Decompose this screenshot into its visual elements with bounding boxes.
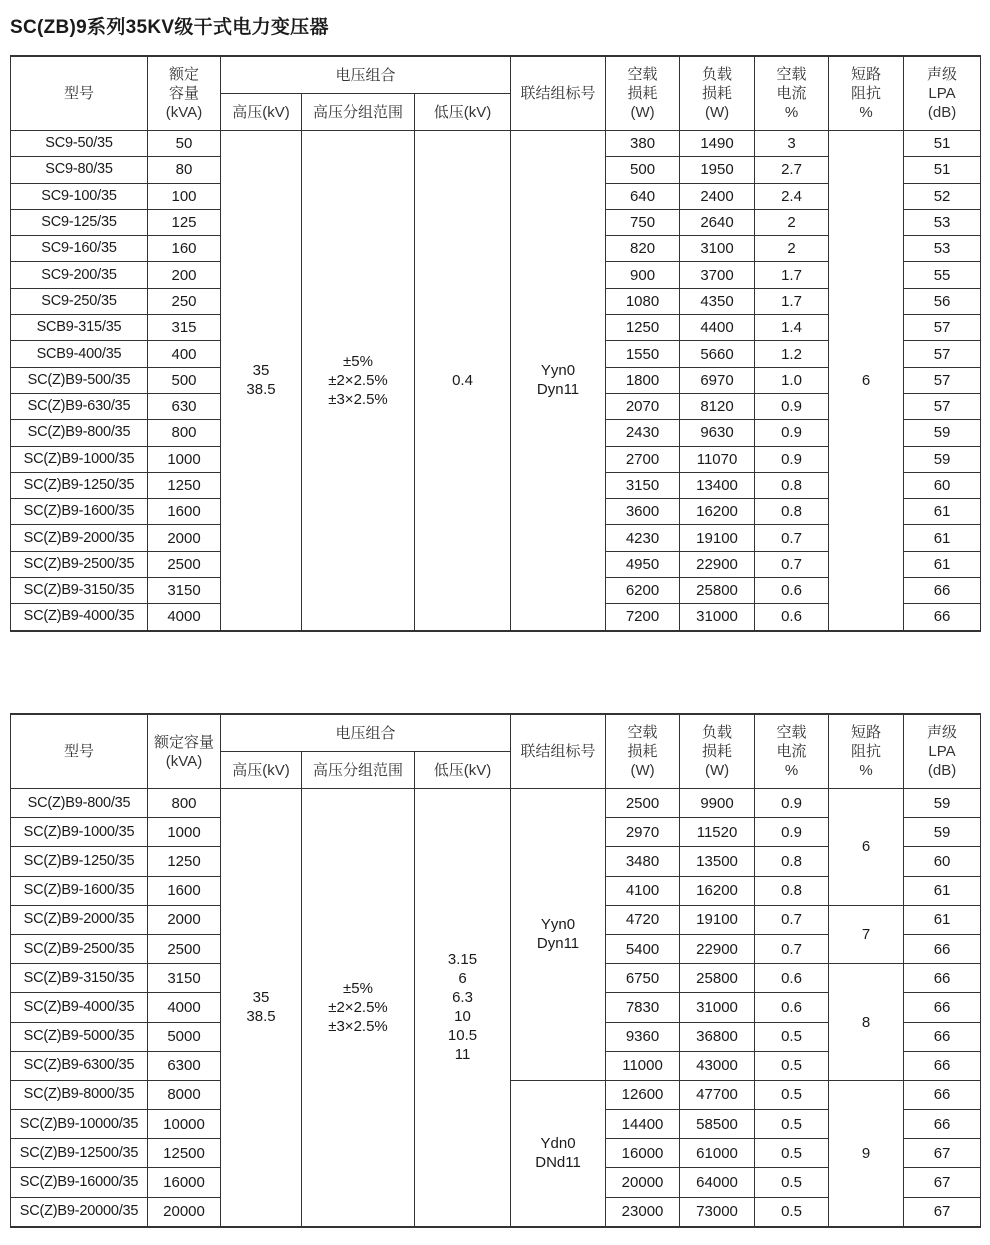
- model-cell: SC(Z)B9-5000/35: [11, 1022, 148, 1051]
- header-voltage-group: 电压组合: [221, 714, 511, 752]
- noise-cell: 67: [904, 1139, 981, 1168]
- no-load-current-cell: 0.7: [755, 551, 829, 577]
- load-loss-cell: 31000: [680, 604, 755, 631]
- no-load-current-cell: 2: [755, 236, 829, 262]
- header-vector-group: 联结组标号: [511, 714, 606, 789]
- noise-cell: 66: [904, 1080, 981, 1109]
- header-hv: 高压(kV): [221, 752, 302, 789]
- model-cell: SC9-100/35: [11, 183, 148, 209]
- capacity-cell: 20000: [148, 1197, 221, 1227]
- load-loss-cell: 11520: [680, 818, 755, 847]
- capacity-cell: 2500: [148, 551, 221, 577]
- model-cell: SC(Z)B9-630/35: [11, 393, 148, 419]
- header-capacity: 额定容量 (kVA): [148, 714, 221, 789]
- no-load-loss-cell: 4950: [606, 551, 680, 577]
- header-noise: 声级 LPA (dB): [904, 714, 981, 789]
- header-hv: 高压(kV): [221, 94, 302, 131]
- load-loss-cell: 25800: [680, 578, 755, 604]
- model-cell: SC(Z)B9-500/35: [11, 367, 148, 393]
- model-cell: SC(Z)B9-2000/35: [11, 525, 148, 551]
- header-impedance: 短路 阻抗 %: [829, 56, 904, 131]
- no-load-current-cell: 0.5: [755, 1197, 829, 1227]
- no-load-loss-cell: 4100: [606, 876, 680, 905]
- header-voltage-group: 电压组合: [221, 56, 511, 94]
- capacity-cell: 800: [148, 420, 221, 446]
- load-loss-cell: 6970: [680, 367, 755, 393]
- capacity-cell: 4000: [148, 604, 221, 631]
- noise-cell: 61: [904, 905, 981, 934]
- no-load-current-cell: 0.8: [755, 472, 829, 498]
- no-load-loss-cell: 3150: [606, 472, 680, 498]
- hv-cell: 35 38.5: [221, 789, 302, 1227]
- load-loss-cell: 58500: [680, 1110, 755, 1139]
- load-loss-cell: 4350: [680, 288, 755, 314]
- load-loss-cell: 19100: [680, 525, 755, 551]
- header-lv: 低压(kV): [415, 752, 511, 789]
- no-load-loss-cell: 6750: [606, 964, 680, 993]
- noise-cell: 53: [904, 236, 981, 262]
- capacity-cell: 500: [148, 367, 221, 393]
- noise-cell: 57: [904, 341, 981, 367]
- load-loss-cell: 3100: [680, 236, 755, 262]
- load-loss-cell: 13400: [680, 472, 755, 498]
- no-load-loss-cell: 7830: [606, 993, 680, 1022]
- noise-cell: 60: [904, 847, 981, 876]
- table-row: [11, 131, 981, 157]
- capacity-cell: 2500: [148, 934, 221, 963]
- model-cell: SC(Z)B9-2000/35: [11, 905, 148, 934]
- load-loss-cell: 5660: [680, 341, 755, 367]
- capacity-cell: 8000: [148, 1080, 221, 1109]
- load-loss-cell: 4400: [680, 315, 755, 341]
- model-cell: SC(Z)B9-4000/35: [11, 604, 148, 631]
- noise-cell: 59: [904, 446, 981, 472]
- model-cell: SC(Z)B9-3150/35: [11, 964, 148, 993]
- capacity-cell: 2000: [148, 905, 221, 934]
- capacity-cell: 12500: [148, 1139, 221, 1168]
- no-load-loss-cell: 23000: [606, 1197, 680, 1227]
- noise-cell: 67: [904, 1197, 981, 1227]
- no-load-current-cell: 0.6: [755, 993, 829, 1022]
- model-cell: SC(Z)B9-1000/35: [11, 446, 148, 472]
- noise-cell: 66: [904, 1022, 981, 1051]
- impedance-cell: 9: [829, 1080, 904, 1226]
- lv-cell: 3.15 6 6.3 10 10.5 11: [415, 789, 511, 1227]
- no-load-current-cell: 0.7: [755, 525, 829, 551]
- model-cell: SC9-80/35: [11, 157, 148, 183]
- no-load-current-cell: 1.7: [755, 288, 829, 314]
- load-loss-cell: 9630: [680, 420, 755, 446]
- no-load-loss-cell: 2070: [606, 393, 680, 419]
- header-capacity: 额定 容量 (kVA): [148, 56, 221, 131]
- no-load-loss-cell: 3480: [606, 847, 680, 876]
- no-load-loss-cell: 6200: [606, 578, 680, 604]
- spec-table-1: [10, 55, 981, 632]
- no-load-loss-cell: 1550: [606, 341, 680, 367]
- no-load-current-cell: 0.5: [755, 1080, 829, 1109]
- impedance-cell: 8: [829, 964, 904, 1081]
- capacity-cell: 250: [148, 288, 221, 314]
- tap-range-cell: ±5% ±2×2.5% ±3×2.5%: [302, 789, 415, 1227]
- load-loss-cell: 73000: [680, 1197, 755, 1227]
- noise-cell: 61: [904, 499, 981, 525]
- no-load-current-cell: 0.5: [755, 1139, 829, 1168]
- no-load-current-cell: 0.9: [755, 446, 829, 472]
- noise-cell: 51: [904, 131, 981, 157]
- load-loss-cell: 47700: [680, 1080, 755, 1109]
- no-load-loss-cell: 1250: [606, 315, 680, 341]
- load-loss-cell: 1490: [680, 131, 755, 157]
- impedance-cell: 7: [829, 905, 904, 963]
- model-cell: SC9-250/35: [11, 288, 148, 314]
- model-cell: SCB9-400/35: [11, 341, 148, 367]
- no-load-current-cell: 1.4: [755, 315, 829, 341]
- no-load-loss-cell: 7200: [606, 604, 680, 631]
- noise-cell: 52: [904, 183, 981, 209]
- capacity-cell: 1600: [148, 499, 221, 525]
- no-load-loss-cell: 500: [606, 157, 680, 183]
- header-no-load-current: 空载 电流 %: [755, 56, 829, 131]
- header-vector-group: 联结组标号: [511, 56, 606, 131]
- no-load-loss-cell: 11000: [606, 1051, 680, 1080]
- noise-cell: 66: [904, 1051, 981, 1080]
- capacity-cell: 2000: [148, 525, 221, 551]
- model-cell: SC(Z)B9-1600/35: [11, 876, 148, 905]
- no-load-current-cell: 0.5: [755, 1022, 829, 1051]
- model-cell: SCB9-315/35: [11, 315, 148, 341]
- load-loss-cell: 16200: [680, 499, 755, 525]
- load-loss-cell: 3700: [680, 262, 755, 288]
- page-title: SC(ZB)9系列35KV级干式电力变压器: [10, 17, 329, 38]
- header-lv: 低压(kV): [415, 94, 511, 131]
- load-loss-cell: 25800: [680, 964, 755, 993]
- load-loss-cell: 61000: [680, 1139, 755, 1168]
- noise-cell: 66: [904, 964, 981, 993]
- capacity-cell: 1000: [148, 446, 221, 472]
- noise-cell: 66: [904, 604, 981, 631]
- noise-cell: 66: [904, 1110, 981, 1139]
- no-load-loss-cell: 1800: [606, 367, 680, 393]
- noise-cell: 57: [904, 393, 981, 419]
- model-cell: SC(Z)B9-6300/35: [11, 1051, 148, 1080]
- capacity-cell: 1000: [148, 818, 221, 847]
- capacity-cell: 1250: [148, 847, 221, 876]
- no-load-loss-cell: 2970: [606, 818, 680, 847]
- capacity-cell: 16000: [148, 1168, 221, 1197]
- capacity-cell: 4000: [148, 993, 221, 1022]
- header-model: 型号: [11, 56, 148, 131]
- capacity-cell: 3150: [148, 578, 221, 604]
- header-tap-range: 高压分组范围: [302, 752, 415, 789]
- model-cell: SC(Z)B9-10000/35: [11, 1110, 148, 1139]
- hv-cell: 35 38.5: [221, 131, 302, 631]
- load-loss-cell: 64000: [680, 1168, 755, 1197]
- capacity-cell: 315: [148, 315, 221, 341]
- no-load-current-cell: 0.5: [755, 1168, 829, 1197]
- spec-table-2: [10, 713, 981, 1228]
- header-noise: 声级 LPA (dB): [904, 56, 981, 131]
- no-load-loss-cell: 9360: [606, 1022, 680, 1051]
- capacity-cell: 50: [148, 131, 221, 157]
- model-cell: SC(Z)B9-1250/35: [11, 847, 148, 876]
- load-loss-cell: 16200: [680, 876, 755, 905]
- model-cell: SC(Z)B9-8000/35: [11, 1080, 148, 1109]
- no-load-loss-cell: 20000: [606, 1168, 680, 1197]
- no-load-current-cell: 0.8: [755, 847, 829, 876]
- model-cell: SC9-50/35: [11, 131, 148, 157]
- no-load-loss-cell: 14400: [606, 1110, 680, 1139]
- model-cell: SC(Z)B9-2500/35: [11, 934, 148, 963]
- header-tap-range: 高压分组范围: [302, 94, 415, 131]
- capacity-cell: 800: [148, 789, 221, 818]
- model-cell: SC(Z)B9-800/35: [11, 789, 148, 818]
- capacity-cell: 200: [148, 262, 221, 288]
- load-loss-cell: 1950: [680, 157, 755, 183]
- model-cell: SC(Z)B9-1600/35: [11, 499, 148, 525]
- vector-group-cell: Yyn0 Dyn11: [511, 131, 606, 631]
- load-loss-cell: 43000: [680, 1051, 755, 1080]
- model-cell: SC(Z)B9-4000/35: [11, 993, 148, 1022]
- noise-cell: 61: [904, 525, 981, 551]
- header-load-loss: 负载 损耗 (W): [680, 56, 755, 131]
- no-load-current-cell: 1.2: [755, 341, 829, 367]
- load-loss-cell: 19100: [680, 905, 755, 934]
- no-load-current-cell: 1.7: [755, 262, 829, 288]
- capacity-cell: 6300: [148, 1051, 221, 1080]
- header-no-load-current: 空载 电流 %: [755, 714, 829, 789]
- no-load-current-cell: 0.9: [755, 789, 829, 818]
- noise-cell: 53: [904, 209, 981, 235]
- load-loss-cell: 8120: [680, 393, 755, 419]
- model-cell: SC(Z)B9-3150/35: [11, 578, 148, 604]
- model-cell: SC(Z)B9-1250/35: [11, 472, 148, 498]
- model-cell: SC(Z)B9-16000/35: [11, 1168, 148, 1197]
- no-load-current-cell: 0.7: [755, 905, 829, 934]
- model-cell: SC9-125/35: [11, 209, 148, 235]
- capacity-cell: 5000: [148, 1022, 221, 1051]
- load-loss-cell: 9900: [680, 789, 755, 818]
- no-load-loss-cell: 4230: [606, 525, 680, 551]
- noise-cell: 55: [904, 262, 981, 288]
- capacity-cell: 3150: [148, 964, 221, 993]
- model-cell: SC(Z)B9-2500/35: [11, 551, 148, 577]
- capacity-cell: 630: [148, 393, 221, 419]
- model-cell: SC9-200/35: [11, 262, 148, 288]
- header-no-load-loss: 空载 损耗 (W): [606, 714, 680, 789]
- no-load-current-cell: 0.6: [755, 578, 829, 604]
- load-loss-cell: 2640: [680, 209, 755, 235]
- model-cell: SC(Z)B9-12500/35: [11, 1139, 148, 1168]
- noise-cell: 67: [904, 1168, 981, 1197]
- noise-cell: 51: [904, 157, 981, 183]
- vector-group-cell: Yyn0 Dyn11: [511, 789, 606, 1081]
- load-loss-cell: 22900: [680, 551, 755, 577]
- load-loss-cell: 13500: [680, 847, 755, 876]
- no-load-current-cell: 0.9: [755, 818, 829, 847]
- header-model: 型号: [11, 714, 148, 789]
- no-load-loss-cell: 640: [606, 183, 680, 209]
- capacity-cell: 10000: [148, 1110, 221, 1139]
- no-load-loss-cell: 2500: [606, 789, 680, 818]
- capacity-cell: 160: [148, 236, 221, 262]
- no-load-loss-cell: 2430: [606, 420, 680, 446]
- no-load-loss-cell: 380: [606, 131, 680, 157]
- noise-cell: 56: [904, 288, 981, 314]
- no-load-current-cell: 0.8: [755, 876, 829, 905]
- impedance-cell: 6: [829, 789, 904, 906]
- header-impedance: 短路 阻抗 %: [829, 714, 904, 789]
- no-load-loss-cell: 2700: [606, 446, 680, 472]
- noise-cell: 57: [904, 367, 981, 393]
- noise-cell: 59: [904, 789, 981, 818]
- capacity-cell: 100: [148, 183, 221, 209]
- capacity-cell: 400: [148, 341, 221, 367]
- no-load-loss-cell: 750: [606, 209, 680, 235]
- tap-range-cell: ±5% ±2×2.5% ±3×2.5%: [302, 131, 415, 631]
- noise-cell: 59: [904, 818, 981, 847]
- no-load-current-cell: 2.7: [755, 157, 829, 183]
- noise-cell: 60: [904, 472, 981, 498]
- noise-cell: 61: [904, 876, 981, 905]
- header-no-load-loss: 空载 损耗 (W): [606, 56, 680, 131]
- no-load-current-cell: 0.8: [755, 499, 829, 525]
- no-load-current-cell: 0.5: [755, 1051, 829, 1080]
- no-load-loss-cell: 900: [606, 262, 680, 288]
- model-cell: SC(Z)B9-1000/35: [11, 818, 148, 847]
- vector-group-cell: Ydn0 DNd11: [511, 1080, 606, 1226]
- load-loss-cell: 36800: [680, 1022, 755, 1051]
- no-load-current-cell: 0.6: [755, 604, 829, 631]
- capacity-cell: 1250: [148, 472, 221, 498]
- capacity-cell: 80: [148, 157, 221, 183]
- no-load-current-cell: 0.9: [755, 393, 829, 419]
- no-load-current-cell: 2: [755, 209, 829, 235]
- no-load-loss-cell: 3600: [606, 499, 680, 525]
- lv-cell: 0.4: [415, 131, 511, 631]
- model-cell: SC(Z)B9-800/35: [11, 420, 148, 446]
- table-row: [11, 789, 981, 818]
- load-loss-cell: 22900: [680, 934, 755, 963]
- noise-cell: 66: [904, 934, 981, 963]
- no-load-loss-cell: 12600: [606, 1080, 680, 1109]
- noise-cell: 66: [904, 578, 981, 604]
- no-load-current-cell: 2.4: [755, 183, 829, 209]
- load-loss-cell: 2400: [680, 183, 755, 209]
- noise-cell: 61: [904, 551, 981, 577]
- capacity-cell: 1600: [148, 876, 221, 905]
- no-load-current-cell: 0.7: [755, 934, 829, 963]
- load-loss-cell: 11070: [680, 446, 755, 472]
- no-load-current-cell: 1.0: [755, 367, 829, 393]
- model-cell: SC(Z)B9-20000/35: [11, 1197, 148, 1227]
- no-load-loss-cell: 1080: [606, 288, 680, 314]
- capacity-cell: 125: [148, 209, 221, 235]
- model-cell: SC9-160/35: [11, 236, 148, 262]
- no-load-loss-cell: 4720: [606, 905, 680, 934]
- noise-cell: 57: [904, 315, 981, 341]
- no-load-current-cell: 0.9: [755, 420, 829, 446]
- no-load-current-cell: 0.6: [755, 964, 829, 993]
- no-load-current-cell: 0.5: [755, 1110, 829, 1139]
- no-load-loss-cell: 820: [606, 236, 680, 262]
- header-load-loss: 负载 损耗 (W): [680, 714, 755, 789]
- noise-cell: 66: [904, 993, 981, 1022]
- load-loss-cell: 31000: [680, 993, 755, 1022]
- no-load-loss-cell: 5400: [606, 934, 680, 963]
- no-load-loss-cell: 16000: [606, 1139, 680, 1168]
- noise-cell: 59: [904, 420, 981, 446]
- no-load-current-cell: 3: [755, 131, 829, 157]
- impedance-cell: 6: [829, 131, 904, 631]
